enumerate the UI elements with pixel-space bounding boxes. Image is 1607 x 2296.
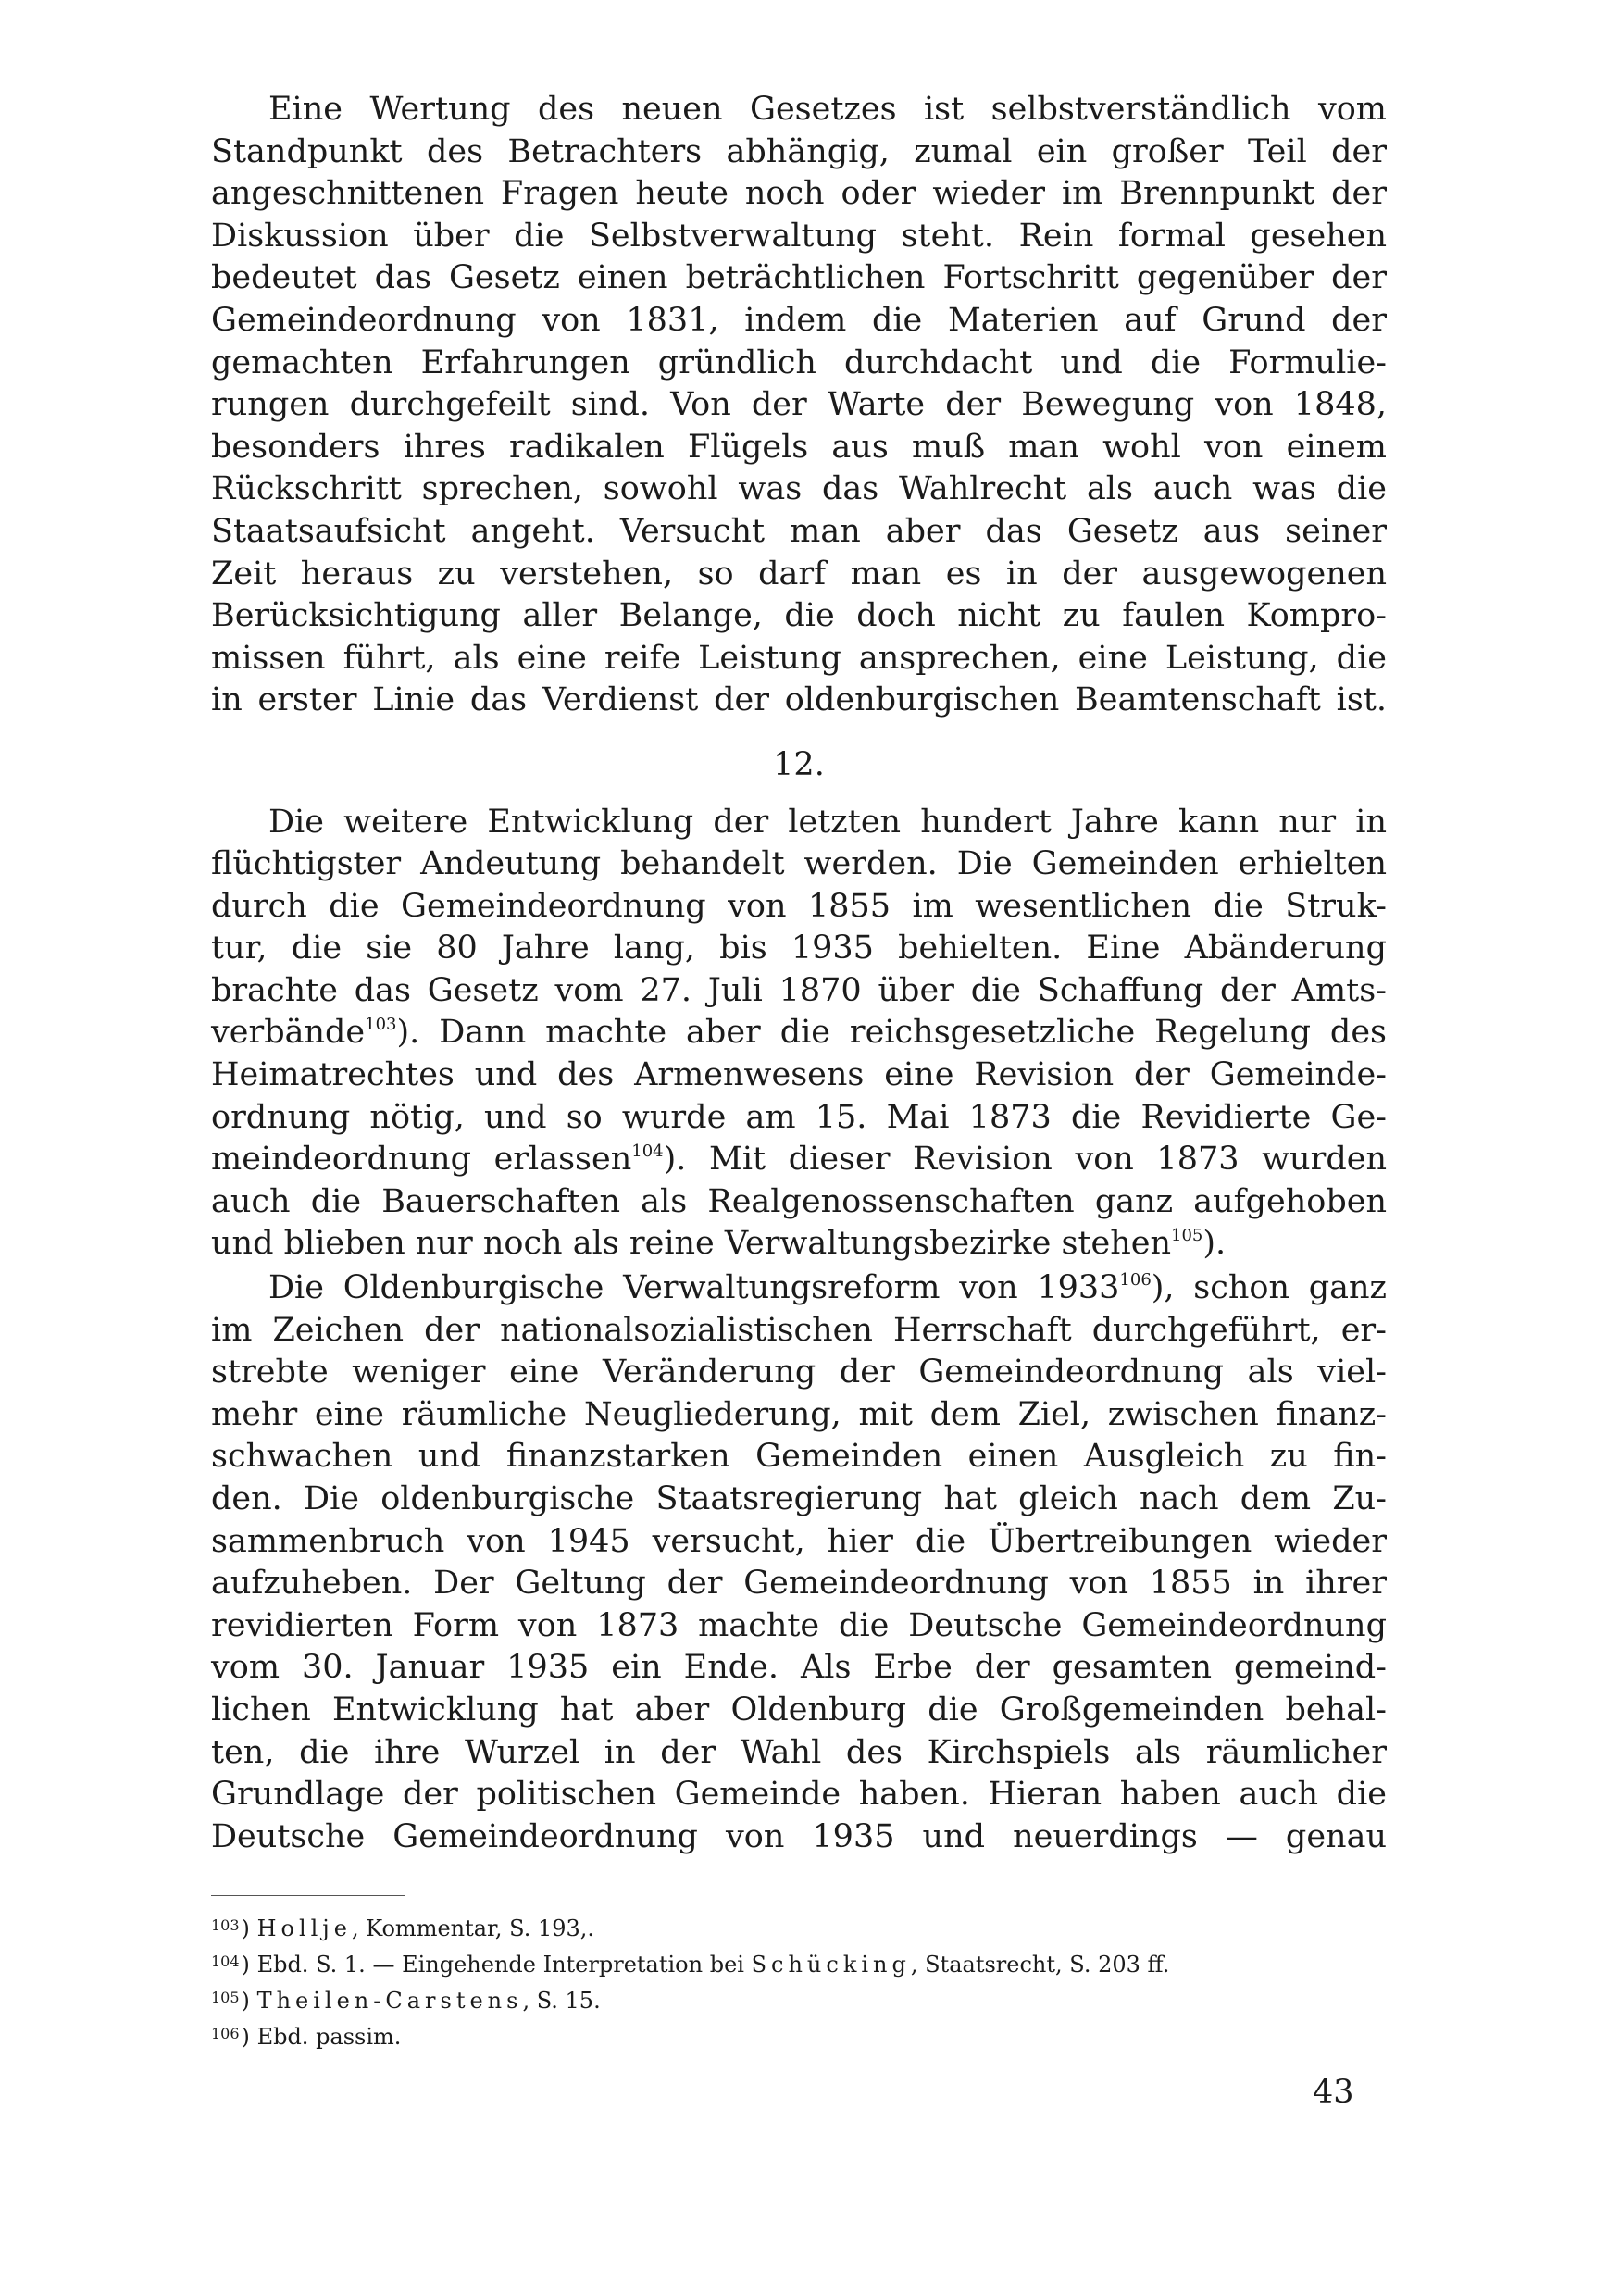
section-number: 12.	[773, 745, 825, 783]
footnote-paren: )	[241, 1988, 250, 2015]
text-line: Standpunkt des Betrachters abhängig, zumal ein großer Teil der	[211, 132, 1387, 170]
text-line: auch die Bauerschaften als Realgenossenschaften ganz aufgehoben	[211, 1182, 1387, 1220]
text-line: Staatsaufsicht angeht. Versucht man aber das Gesetz aus seiner	[211, 512, 1387, 550]
footnote-paren: )	[241, 1952, 250, 1978]
text-line: Eine Wertung des neuen Gesetzes ist selbstverständlich vom	[268, 91, 1387, 128]
text-line: Rückschritt sprechen, sowohl was das Wahlrecht als auch was die	[211, 470, 1387, 508]
text-line	[211, 1139, 1387, 1181]
footnotes	[211, 1909, 1387, 2053]
footnote-reference[interactable]: 106	[1119, 1270, 1152, 1291]
footnote-reference[interactable]: 103	[365, 1015, 397, 1035]
text-line: Berücksichtigung aller Belange, die doch nicht zu faulen Kompro-	[211, 597, 1387, 635]
footnote-number: 104	[211, 1953, 240, 1971]
text-line: aufzuheben. Der Geltung der Gemeindeordnung von 1855 in ihrer	[211, 1565, 1387, 1603]
footnote-divider	[211, 1895, 405, 1896]
text-line: bedeutet das Gesetz einen beträchtlichen Fortschritt gegenüber der	[211, 259, 1387, 297]
text-line: Die weitere Entwicklung der letzten hundert Jahre kann nur in	[268, 803, 1387, 841]
text-fragment: ). Mit dieser Revision von 1873 wurden	[663, 1141, 1387, 1179]
text-line: strebte weniger eine Veränderung der Gemeindeordnung als viel-	[211, 1354, 1387, 1391]
footnote-reference[interactable]: 105	[1171, 1226, 1203, 1246]
text-line: Gemeindeordnung von 1831, indem die Materien auf Grund der	[211, 301, 1387, 339]
text-line: vom 30. Januar 1935 ein Ende. Als Erbe der gesamten gemeind-	[211, 1649, 1387, 1687]
text-fragment: ).	[1202, 1225, 1227, 1263]
text-line: in erster Linie das Verdienst der oldenburgischen Beamtenschaft ist.	[211, 681, 1387, 719]
footnote-text: , Staatsrecht, S. 203 ff.	[910, 1952, 1170, 1978]
text-line: lichen Entwicklung hat aber Oldenburg die Großgemeinden behal-	[211, 1691, 1387, 1728]
text-line: Zeit heraus zu verstehen, so darf man es in der ausgewogenen	[211, 555, 1387, 593]
page-content	[211, 89, 1387, 2053]
footnote-reference[interactable]: 104	[631, 1142, 664, 1162]
text-fragment: meindeordnung erlassen	[211, 1141, 632, 1179]
text-fragment: verbände	[211, 1014, 366, 1052]
text-line: flüchtigster Andeutung behandelt werden. Die Gemeinden erhielten	[211, 845, 1387, 883]
text-line: durch die Gemeindeordnung von 1855 im wesentlichen die Struk-	[211, 887, 1387, 925]
text-line: mehr eine räumliche Neugliederung, mit dem Ziel, zwischen finanz-	[211, 1395, 1387, 1433]
text-line: sammenbruch von 1945 versucht, hier die Übertreibungen wieder	[211, 1522, 1387, 1560]
text-line: besonders ihres radikalen Flügels aus muß man wohl von einem	[211, 428, 1387, 466]
footnote-paren: )	[241, 1915, 250, 1942]
text-line: Heimatrechtes und des Armenwesens eine Revision der Gemeinde-	[211, 1056, 1387, 1094]
page-number: 43	[1313, 2074, 1354, 2111]
text-line	[211, 1267, 1387, 1310]
footnote-author: Schücking	[751, 1952, 911, 1978]
footnote-number: 106	[211, 2025, 240, 2043]
text-line: revidierten Form von 1873 machte die Deutsche Gemeindeordnung	[211, 1606, 1387, 1644]
footnote-text: , Kommentar, S. 193,.	[351, 1915, 595, 1942]
text-line: tur, die sie 80 Jahre lang, bis 1935 behielten. Eine Abänderung	[211, 930, 1387, 967]
text-line: ordnung nötig, und so wurde am 15. Mai 1873 die Revidierte Ge-	[211, 1098, 1387, 1136]
footnote-104	[211, 1945, 1387, 1981]
footnote-paren: )	[241, 2024, 250, 2051]
text-line: schwachen und finanzstarken Gemeinden einen Ausgleich zu fin-	[211, 1438, 1387, 1476]
footnote-text: , S. 15.	[522, 1988, 601, 2015]
text-line	[211, 1223, 1387, 1266]
text-line: brachte das Gesetz vom 27. Juli 1870 über die Schaffung der Amts-	[211, 971, 1387, 1009]
text-line: Diskussion über die Selbstverwaltung steht. Rein formal gesehen	[211, 217, 1387, 255]
text-fragment: und blieben nur noch als reine Verwaltungsbezirke stehen	[211, 1225, 1171, 1263]
footnote-author: Hollje	[256, 1915, 352, 1942]
text-line: Deutsche Gemeindeordnung von 1935 und neuerdings — genau	[211, 1817, 1387, 1855]
footnote-106	[211, 2017, 1387, 2053]
text-line: den. Die oldenburgische Staatsregierung hat gleich nach dem Zu-	[211, 1480, 1387, 1517]
footnote-number: 105	[211, 1989, 240, 2007]
footnote-105	[211, 1981, 1387, 2017]
footnote-text: Ebd. passim.	[256, 2024, 402, 2051]
paragraph-1	[211, 89, 1387, 722]
footnote-text: Ebd. S. 1. — Eingehende Interpretation bei	[256, 1952, 752, 1978]
text-line	[211, 1012, 1387, 1054]
text-fragment: Die Oldenburgische Verwaltungsreform von 1933	[268, 1269, 1120, 1307]
text-line: rungen durchgefeilt sind. Von der Warte der Bewegung von 1848,	[211, 386, 1387, 424]
text-line: gemachten Erfahrungen gründlich durchdacht und die Formulie-	[211, 343, 1387, 381]
text-line: im Zeichen der nationalsozialistischen Herrschaft durchgeführt, er-	[211, 1311, 1387, 1349]
text-line: missen führt, als eine reife Leistung ansprechen, eine Leistung, die	[211, 639, 1387, 677]
paragraph-3	[211, 1267, 1387, 1858]
footnote-author: Theilen-Carstens	[256, 1988, 523, 2015]
footnote-number: 103	[211, 1916, 240, 1935]
text-fragment: ), schon ganz	[1151, 1269, 1387, 1307]
text-line: angeschnittenen Fragen heute noch oder wieder im Brennpunkt der	[211, 175, 1387, 213]
text-line: Grundlage der politischen Gemeinde haben. Hieran haben auch die	[211, 1776, 1387, 1814]
text-fragment: ). Dann machte aber die reichsgesetzliche Regelung des	[396, 1014, 1387, 1052]
paragraph-2	[211, 802, 1387, 1267]
text-line: ten, die ihre Wurzel in der Wahl des Kirchspiels als räumlicher	[211, 1733, 1387, 1771]
footnote-103	[211, 1909, 1387, 1945]
